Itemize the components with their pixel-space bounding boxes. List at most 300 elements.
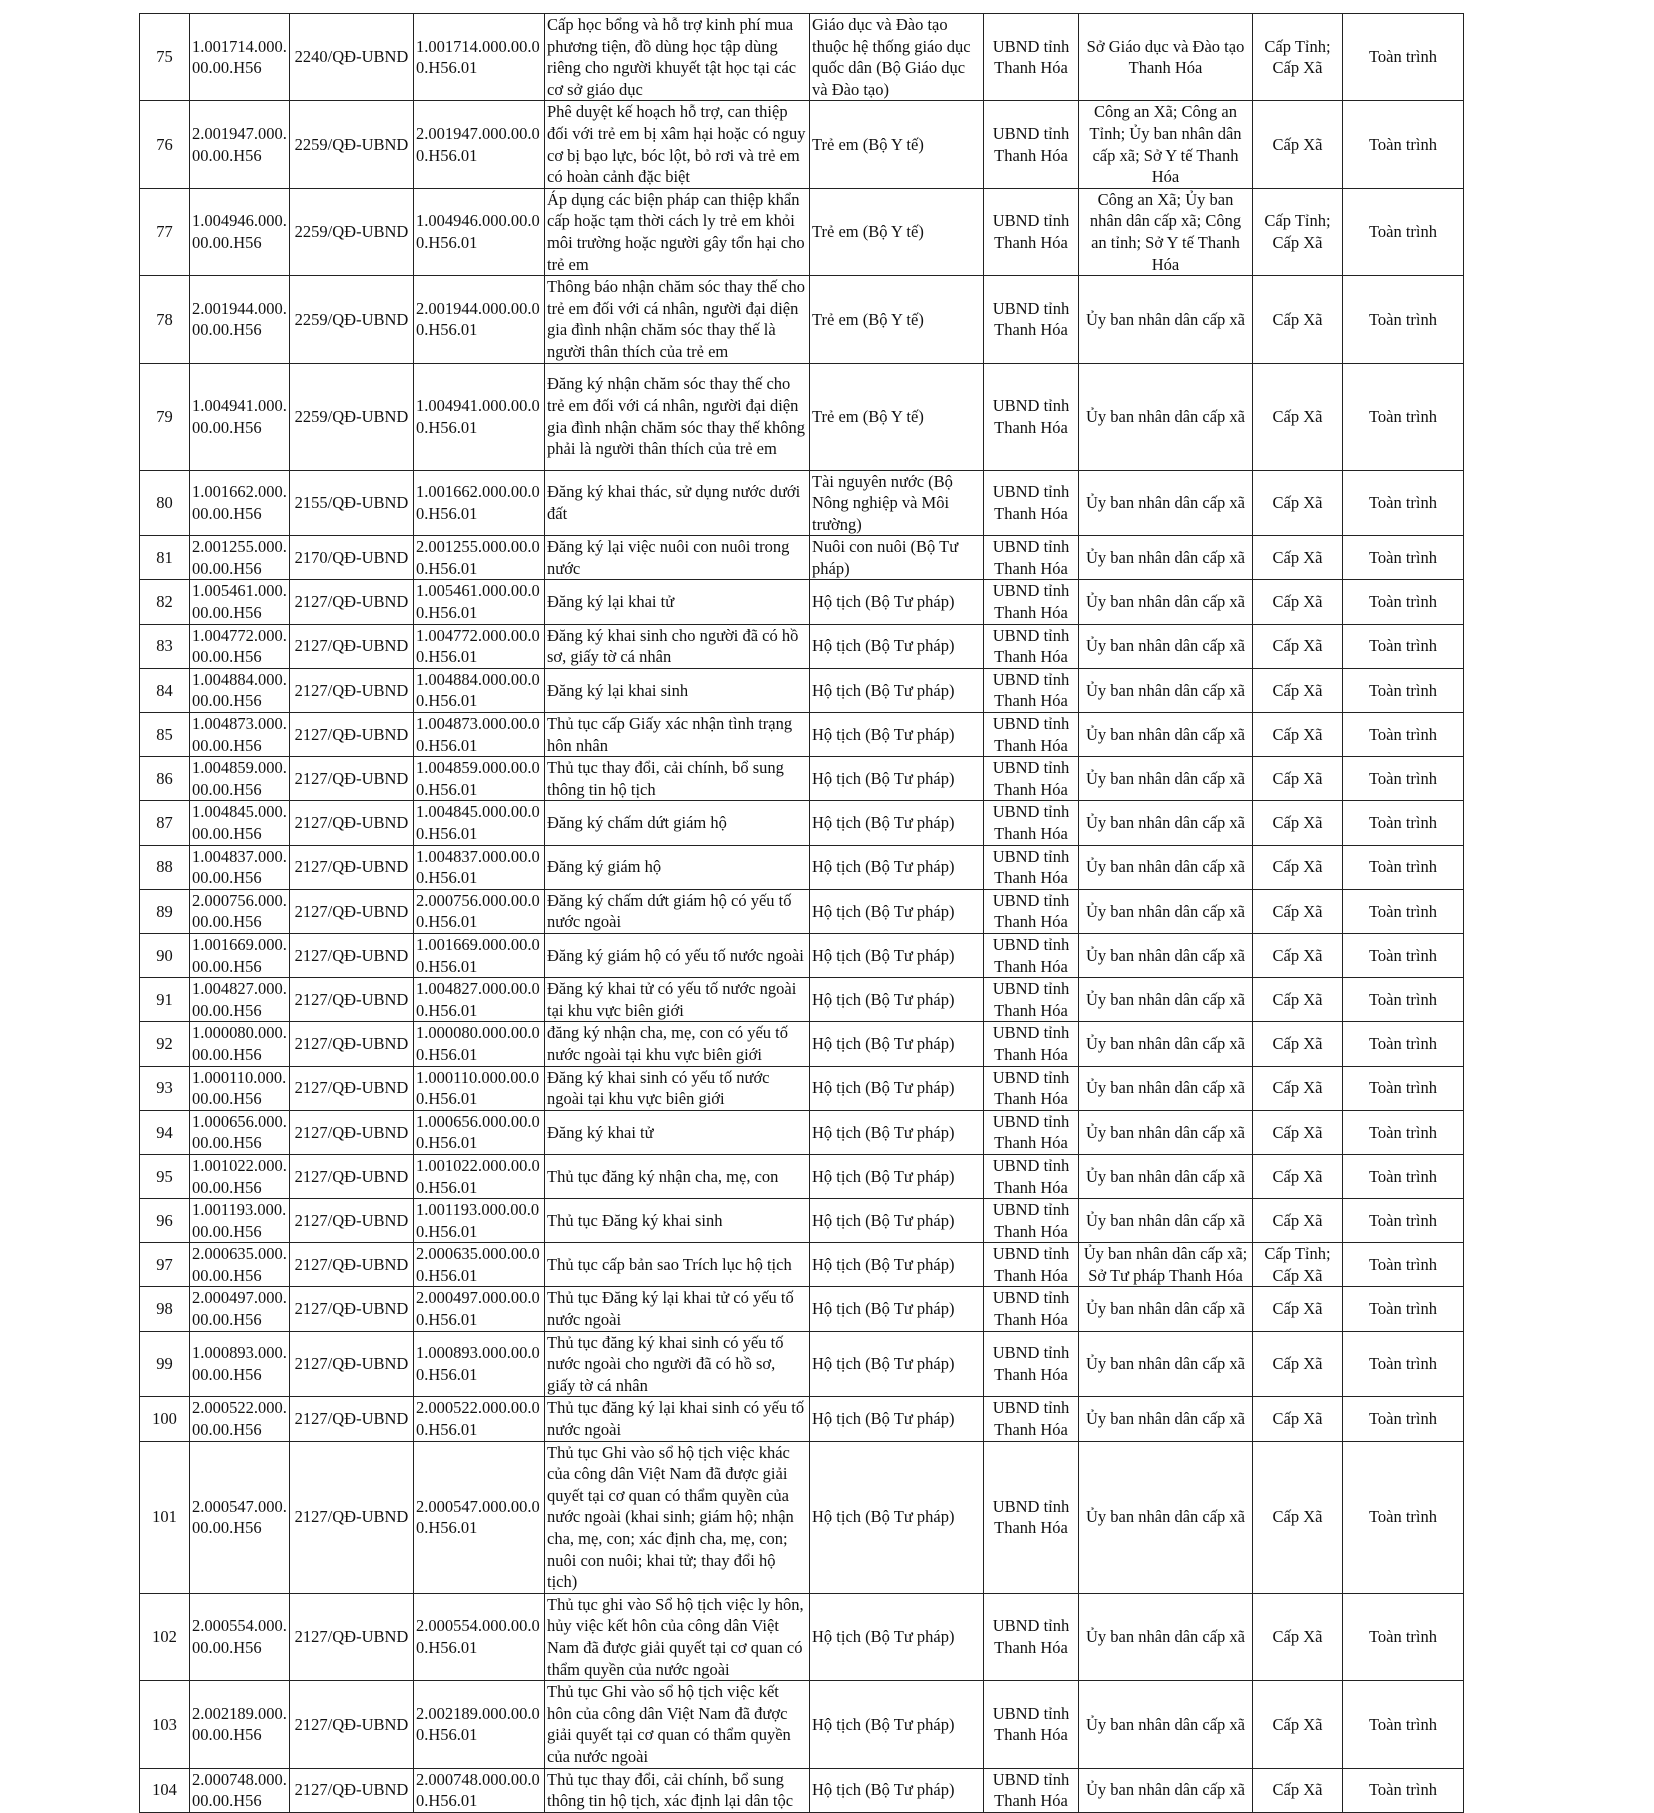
cell-procedure-code: 1.001714.000.00.00.H56 [190,14,290,101]
cell-stt: 86 [140,757,190,801]
table-row [140,536,1464,580]
cell-level: Cấp Xã [1253,363,1343,470]
cell-implementing-agency: Ủy ban nhân dân cấp xã [1079,1154,1253,1198]
cell-decision-number: 2127/QĐ-UBND [290,1110,414,1154]
cell-stt: 103 [140,1681,190,1768]
cell-field: Hộ tịch (Bộ Tư pháp) [810,1397,984,1441]
cell-service-scope: Toàn trình [1343,188,1464,275]
cell-decision-number: 2240/QĐ-UBND [290,14,414,101]
cell-stt: 75 [140,14,190,101]
cell-field: Hộ tịch (Bộ Tư pháp) [810,1331,984,1397]
cell-level: Cấp Xã [1253,933,1343,977]
cell-decision-number: 2127/QĐ-UBND [290,1199,414,1243]
cell-service-scope: Toàn trình [1343,1110,1464,1154]
cell-level: Cấp Xã [1253,101,1343,188]
cell-implementing-agency: Ủy ban nhân dân cấp xã [1079,889,1253,933]
cell-field: Hộ tịch (Bộ Tư pháp) [810,1066,984,1110]
cell-decision-number: 2127/QĐ-UBND [290,1397,414,1441]
cell-decision-number: 2127/QĐ-UBND [290,1066,414,1110]
cell-procedure-name: Đăng ký khai tử [545,1110,810,1154]
cell-field: Hộ tịch (Bộ Tư pháp) [810,801,984,845]
cell-field: Hộ tịch (Bộ Tư pháp) [810,1593,984,1680]
cell-level: Cấp Xã [1253,1110,1343,1154]
cell-stt: 98 [140,1287,190,1331]
cell-authority: UBND tỉnh Thanh Hóa [984,276,1079,363]
cell-authority: UBND tỉnh Thanh Hóa [984,1110,1079,1154]
table-row [140,978,1464,1022]
cell-decision-number: 2127/QĐ-UBND [290,978,414,1022]
table-row [140,1199,1464,1243]
cell-procedure-name: Đăng ký khai thác, sử dụng nước dưới đất [545,470,810,536]
cell-procedure-name: Phê duyệt kế hoạch hỗ trợ, can thiệp đối với trẻ em bị xâm hại hoặc có nguy cơ bị bạo lực, bóc lột, bỏ rơi và trẻ em có hoàn cảnh đặc biệt [545,101,810,188]
cell-implementing-agency: Ủy ban nhân dân cấp xã [1079,1110,1253,1154]
cell-procedure-name: Đăng ký lại khai tử [545,580,810,624]
cell-service-scope: Toàn trình [1343,1593,1464,1680]
cell-procedure-code: 2.001944.000.00.00.H56 [190,276,290,363]
cell-implementing-agency: Ủy ban nhân dân cấp xã [1079,1022,1253,1066]
table-row [140,14,1464,101]
cell-procedure-code: 2.000522.000.00.00.H56 [190,1397,290,1441]
cell-stt: 80 [140,470,190,536]
cell-authority: UBND tỉnh Thanh Hóa [984,1022,1079,1066]
cell-level: Cấp Xã [1253,1199,1343,1243]
cell-procedure-name: Thủ tục Ghi vào sổ hộ tịch việc kết hôn của công dân Việt Nam đã được giải quyết tại cơ quan có thẩm quyền của nước ngoài [545,1681,810,1768]
cell-implementing-agency: Ủy ban nhân dân cấp xã [1079,933,1253,977]
cell-implementing-agency: Sở Giáo dục và Đào tạo Thanh Hóa [1079,14,1253,101]
cell-service-scope: Toàn trình [1343,1287,1464,1331]
cell-stt: 85 [140,713,190,757]
cell-procedure-name: Đăng ký lại việc nuôi con nuôi trong nước [545,536,810,580]
table-row [140,1331,1464,1397]
cell-stt: 90 [140,933,190,977]
cell-authority: UBND tỉnh Thanh Hóa [984,188,1079,275]
cell-level: Cấp Xã [1253,668,1343,712]
cell-service-scope: Toàn trình [1343,470,1464,536]
cell-decision-number: 2259/QĐ-UBND [290,101,414,188]
cell-sub-code: 1.001662.000.00.00.H56.01 [414,470,545,536]
table-row [140,470,1464,536]
cell-procedure-name: Thủ tục đăng ký khai sinh có yếu tố nước ngoài cho người đã có hồ sơ, giấy tờ cá nhân [545,1331,810,1397]
cell-stt: 102 [140,1593,190,1680]
cell-procedure-code: 1.004941.000.00.00.H56 [190,363,290,470]
cell-level: Cấp Xã [1253,276,1343,363]
cell-field: Trẻ em (Bộ Y tế) [810,363,984,470]
cell-sub-code: 2.000756.000.00.00.H56.01 [414,889,545,933]
cell-authority: UBND tỉnh Thanh Hóa [984,801,1079,845]
cell-level: Cấp Xã [1253,470,1343,536]
cell-sub-code: 2.000497.000.00.00.H56.01 [414,1287,545,1331]
cell-sub-code: 1.001669.000.00.00.H56.01 [414,933,545,977]
cell-procedure-code: 1.004859.000.00.00.H56 [190,757,290,801]
cell-service-scope: Toàn trình [1343,536,1464,580]
cell-implementing-agency: Ủy ban nhân dân cấp xã [1079,470,1253,536]
cell-sub-code: 1.000656.000.00.00.H56.01 [414,1110,545,1154]
cell-implementing-agency: Ủy ban nhân dân cấp xã; Sở Tư pháp Thanh Hóa [1079,1243,1253,1287]
cell-procedure-code: 1.000110.000.00.00.H56 [190,1066,290,1110]
table-row [140,801,1464,845]
table-row [140,713,1464,757]
cell-authority: UBND tỉnh Thanh Hóa [984,1768,1079,1812]
cell-implementing-agency: Ủy ban nhân dân cấp xã [1079,1593,1253,1680]
cell-authority: UBND tỉnh Thanh Hóa [984,757,1079,801]
cell-level: Cấp Xã [1253,845,1343,889]
cell-authority: UBND tỉnh Thanh Hóa [984,978,1079,1022]
cell-implementing-agency: Ủy ban nhân dân cấp xã [1079,668,1253,712]
cell-decision-number: 2259/QĐ-UBND [290,188,414,275]
cell-service-scope: Toàn trình [1343,1243,1464,1287]
cell-sub-code: 2.000554.000.00.00.H56.01 [414,1593,545,1680]
cell-sub-code: 1.004884.000.00.00.H56.01 [414,668,545,712]
table-row [140,624,1464,668]
cell-level: Cấp Xã [1253,580,1343,624]
cell-field: Hộ tịch (Bộ Tư pháp) [810,624,984,668]
cell-procedure-name: Thủ tục đăng ký lại khai sinh có yếu tố nước ngoài [545,1397,810,1441]
cell-procedure-code: 1.001193.000.00.00.H56 [190,1199,290,1243]
cell-procedure-code: 1.004837.000.00.00.H56 [190,845,290,889]
cell-sub-code: 2.000748.000.00.00.H56.01 [414,1768,545,1812]
cell-procedure-code: 2.001947.000.00.00.H56 [190,101,290,188]
cell-decision-number: 2127/QĐ-UBND [290,1154,414,1198]
cell-implementing-agency: Ủy ban nhân dân cấp xã [1079,536,1253,580]
table-row [140,101,1464,188]
cell-stt: 78 [140,276,190,363]
cell-implementing-agency: Công an Xã; Công an Tỉnh; Ủy ban nhân dân cấp xã; Sở Y tế Thanh Hóa [1079,101,1253,188]
cell-procedure-name: Thủ tục đăng ký nhận cha, mẹ, con [545,1154,810,1198]
cell-implementing-agency: Ủy ban nhân dân cấp xã [1079,978,1253,1022]
cell-sub-code: 2.001255.000.00.00.H56.01 [414,536,545,580]
cell-procedure-code: 2.002189.000.00.00.H56 [190,1681,290,1768]
cell-field: Hộ tịch (Bộ Tư pháp) [810,668,984,712]
cell-authority: UBND tỉnh Thanh Hóa [984,1331,1079,1397]
cell-implementing-agency: Ủy ban nhân dân cấp xã [1079,363,1253,470]
cell-procedure-code: 1.005461.000.00.00.H56 [190,580,290,624]
table-row [140,363,1464,470]
cell-field: Hộ tịch (Bộ Tư pháp) [810,580,984,624]
table-row [140,1243,1464,1287]
cell-stt: 79 [140,363,190,470]
cell-service-scope: Toàn trình [1343,845,1464,889]
cell-level: Cấp Xã [1253,1397,1343,1441]
cell-procedure-code: 1.000656.000.00.00.H56 [190,1110,290,1154]
cell-service-scope: Toàn trình [1343,14,1464,101]
cell-service-scope: Toàn trình [1343,978,1464,1022]
cell-stt: 87 [140,801,190,845]
cell-field: Hộ tịch (Bộ Tư pháp) [810,1110,984,1154]
cell-authority: UBND tỉnh Thanh Hóa [984,668,1079,712]
cell-field: Hộ tịch (Bộ Tư pháp) [810,1154,984,1198]
procedure-table-sheet [139,13,1464,1813]
cell-authority: UBND tỉnh Thanh Hóa [984,1154,1079,1198]
cell-field: Hộ tịch (Bộ Tư pháp) [810,1022,984,1066]
cell-decision-number: 2127/QĐ-UBND [290,1593,414,1680]
cell-implementing-agency: Ủy ban nhân dân cấp xã [1079,845,1253,889]
cell-stt: 77 [140,188,190,275]
cell-level: Cấp Xã [1253,1593,1343,1680]
cell-sub-code: 1.005461.000.00.00.H56.01 [414,580,545,624]
cell-decision-number: 2127/QĐ-UBND [290,580,414,624]
table-row [140,580,1464,624]
cell-field: Trẻ em (Bộ Y tế) [810,188,984,275]
cell-decision-number: 2127/QĐ-UBND [290,1243,414,1287]
table-row [140,668,1464,712]
cell-authority: UBND tỉnh Thanh Hóa [984,889,1079,933]
table-row [140,889,1464,933]
cell-service-scope: Toàn trình [1343,757,1464,801]
cell-sub-code: 1.004941.000.00.00.H56.01 [414,363,545,470]
cell-sub-code: 1.000080.000.00.00.H56.01 [414,1022,545,1066]
cell-stt: 95 [140,1154,190,1198]
cell-level: Cấp Xã [1253,1066,1343,1110]
cell-level: Cấp Xã [1253,624,1343,668]
cell-decision-number: 2127/QĐ-UBND [290,933,414,977]
cell-procedure-name: Đăng ký giám hộ có yếu tố nước ngoài [545,933,810,977]
cell-level: Cấp Tỉnh; Cấp Xã [1253,1243,1343,1287]
cell-authority: UBND tỉnh Thanh Hóa [984,536,1079,580]
cell-stt: 76 [140,101,190,188]
cell-field: Hộ tịch (Bộ Tư pháp) [810,1768,984,1812]
cell-field: Trẻ em (Bộ Y tế) [810,276,984,363]
table-row [140,1287,1464,1331]
cell-sub-code: 1.004837.000.00.00.H56.01 [414,845,545,889]
cell-stt: 82 [140,580,190,624]
cell-level: Cấp Xã [1253,1154,1343,1198]
cell-implementing-agency: Ủy ban nhân dân cấp xã [1079,1768,1253,1812]
cell-sub-code: 2.001944.000.00.00.H56.01 [414,276,545,363]
cell-field: Hộ tịch (Bộ Tư pháp) [810,1287,984,1331]
table-row [140,933,1464,977]
cell-implementing-agency: Ủy ban nhân dân cấp xã [1079,624,1253,668]
cell-procedure-code: 1.004946.000.00.00.H56 [190,188,290,275]
cell-authority: UBND tỉnh Thanh Hóa [984,1243,1079,1287]
cell-decision-number: 2127/QĐ-UBND [290,1768,414,1812]
table-row [140,1768,1464,1812]
cell-procedure-name: Thủ tục cấp Giấy xác nhận tình trạng hôn nhân [545,713,810,757]
cell-field: Hộ tịch (Bộ Tư pháp) [810,1441,984,1593]
cell-level: Cấp Xã [1253,889,1343,933]
cell-decision-number: 2127/QĐ-UBND [290,1681,414,1768]
cell-service-scope: Toàn trình [1343,1199,1464,1243]
cell-field: Hộ tịch (Bộ Tư pháp) [810,845,984,889]
cell-authority: UBND tỉnh Thanh Hóa [984,1593,1079,1680]
cell-procedure-code: 1.004827.000.00.00.H56 [190,978,290,1022]
cell-procedure-code: 1.004772.000.00.00.H56 [190,624,290,668]
cell-sub-code: 1.001022.000.00.00.H56.01 [414,1154,545,1198]
cell-implementing-agency: Ủy ban nhân dân cấp xã [1079,1681,1253,1768]
cell-authority: UBND tỉnh Thanh Hóa [984,1681,1079,1768]
cell-procedure-name: Đăng ký chấm dứt giám hộ [545,801,810,845]
cell-implementing-agency: Ủy ban nhân dân cấp xã [1079,1441,1253,1593]
cell-service-scope: Toàn trình [1343,713,1464,757]
cell-service-scope: Toàn trình [1343,1441,1464,1593]
cell-stt: 100 [140,1397,190,1441]
table-row [140,188,1464,275]
cell-service-scope: Toàn trình [1343,1022,1464,1066]
cell-procedure-code: 1.001022.000.00.00.H56 [190,1154,290,1198]
cell-procedure-name: Đăng ký khai tử có yếu tố nước ngoài tại khu vực biên giới [545,978,810,1022]
cell-authority: UBND tỉnh Thanh Hóa [984,580,1079,624]
cell-service-scope: Toàn trình [1343,1397,1464,1441]
cell-procedure-code: 1.000893.000.00.00.H56 [190,1331,290,1397]
cell-stt: 96 [140,1199,190,1243]
cell-procedure-name: Thủ tục cấp bản sao Trích lục hộ tịch [545,1243,810,1287]
cell-authority: UBND tỉnh Thanh Hóa [984,1066,1079,1110]
cell-authority: UBND tỉnh Thanh Hóa [984,101,1079,188]
cell-authority: UBND tỉnh Thanh Hóa [984,1287,1079,1331]
cell-decision-number: 2127/QĐ-UBND [290,624,414,668]
cell-stt: 88 [140,845,190,889]
cell-authority: UBND tỉnh Thanh Hóa [984,933,1079,977]
cell-procedure-name: đăng ký nhận cha, mẹ, con có yếu tố nước ngoài tại khu vực biên giới [545,1022,810,1066]
cell-implementing-agency: Ủy ban nhân dân cấp xã [1079,580,1253,624]
cell-decision-number: 2155/QĐ-UBND [290,470,414,536]
cell-decision-number: 2170/QĐ-UBND [290,536,414,580]
cell-procedure-code: 2.001255.000.00.00.H56 [190,536,290,580]
cell-decision-number: 2127/QĐ-UBND [290,1022,414,1066]
cell-decision-number: 2259/QĐ-UBND [290,276,414,363]
cell-authority: UBND tỉnh Thanh Hóa [984,14,1079,101]
cell-procedure-code: 2.000554.000.00.00.H56 [190,1593,290,1680]
cell-procedure-code: 2.000547.000.00.00.H56 [190,1441,290,1593]
cell-procedure-code: 2.000756.000.00.00.H56 [190,889,290,933]
cell-field: Nuôi con nuôi (Bộ Tư pháp) [810,536,984,580]
cell-stt: 97 [140,1243,190,1287]
cell-implementing-agency: Ủy ban nhân dân cấp xã [1079,801,1253,845]
table-row [140,757,1464,801]
cell-field: Hộ tịch (Bộ Tư pháp) [810,1243,984,1287]
table-row [140,1066,1464,1110]
cell-level: Cấp Xã [1253,1441,1343,1593]
cell-decision-number: 2127/QĐ-UBND [290,1441,414,1593]
cell-sub-code: 1.004859.000.00.00.H56.01 [414,757,545,801]
cell-procedure-name: Thủ tục Đăng ký lại khai tử có yếu tố nước ngoài [545,1287,810,1331]
table-row [140,1593,1464,1680]
cell-service-scope: Toàn trình [1343,1154,1464,1198]
cell-field: Hộ tịch (Bộ Tư pháp) [810,713,984,757]
table-row [140,1110,1464,1154]
cell-implementing-agency: Ủy ban nhân dân cấp xã [1079,1397,1253,1441]
cell-decision-number: 2127/QĐ-UBND [290,889,414,933]
cell-field: Trẻ em (Bộ Y tế) [810,101,984,188]
cell-service-scope: Toàn trình [1343,1681,1464,1768]
cell-procedure-name: Đăng ký lại khai sinh [545,668,810,712]
cell-procedure-code: 1.000080.000.00.00.H56 [190,1022,290,1066]
cell-level: Cấp Xã [1253,757,1343,801]
cell-procedure-name: Đăng ký chấm dứt giám hộ có yếu tố nước ngoài [545,889,810,933]
cell-decision-number: 2259/QĐ-UBND [290,363,414,470]
cell-level: Cấp Xã [1253,801,1343,845]
cell-service-scope: Toàn trình [1343,101,1464,188]
cell-sub-code: 2.002189.000.00.00.H56.01 [414,1681,545,1768]
cell-procedure-code: 2.000635.000.00.00.H56 [190,1243,290,1287]
cell-authority: UBND tỉnh Thanh Hóa [984,845,1079,889]
cell-stt: 81 [140,536,190,580]
cell-service-scope: Toàn trình [1343,580,1464,624]
cell-level: Cấp Xã [1253,1022,1343,1066]
table-row [140,1397,1464,1441]
cell-procedure-name: Thủ tục Ghi vào sổ hộ tịch việc khác của công dân Việt Nam đã được giải quyết tại cơ quan có thẩm quyền của nước ngoài (khai sinh; giám hộ; nhận cha, mẹ, con; xác định cha, mẹ, con; nuôi con nuôi; khai tử; thay đổi hộ tịch) [545,1441,810,1593]
cell-stt: 92 [140,1022,190,1066]
cell-implementing-agency: Ủy ban nhân dân cấp xã [1079,1066,1253,1110]
cell-authority: UBND tỉnh Thanh Hóa [984,624,1079,668]
cell-stt: 94 [140,1110,190,1154]
cell-level: Cấp Xã [1253,1768,1343,1812]
cell-procedure-code: 1.001669.000.00.00.H56 [190,933,290,977]
cell-sub-code: 1.001193.000.00.00.H56.01 [414,1199,545,1243]
cell-procedure-name: Đăng ký khai sinh cho người đã có hồ sơ, giấy tờ cá nhân [545,624,810,668]
cell-stt: 84 [140,668,190,712]
cell-service-scope: Toàn trình [1343,1768,1464,1812]
table-row [140,1154,1464,1198]
cell-sub-code: 1.001714.000.00.00.H56.01 [414,14,545,101]
cell-sub-code: 1.004827.000.00.00.H56.01 [414,978,545,1022]
cell-sub-code: 1.000110.000.00.00.H56.01 [414,1066,545,1110]
cell-field: Hộ tịch (Bộ Tư pháp) [810,933,984,977]
cell-sub-code: 1.004845.000.00.00.H56.01 [414,801,545,845]
cell-service-scope: Toàn trình [1343,668,1464,712]
cell-procedure-name: Thủ tục thay đổi, cải chính, bổ sung thông tin hộ tịch, xác định lại dân tộc [545,1768,810,1812]
cell-decision-number: 2127/QĐ-UBND [290,713,414,757]
cell-sub-code: 2.000635.000.00.00.H56.01 [414,1243,545,1287]
cell-procedure-code: 1.004873.000.00.00.H56 [190,713,290,757]
cell-service-scope: Toàn trình [1343,1066,1464,1110]
cell-service-scope: Toàn trình [1343,363,1464,470]
cell-authority: UBND tỉnh Thanh Hóa [984,470,1079,536]
cell-procedure-name: Thủ tục Đăng ký khai sinh [545,1199,810,1243]
cell-procedure-name: Đăng ký khai sinh có yếu tố nước ngoài tại khu vực biên giới [545,1066,810,1110]
cell-authority: UBND tỉnh Thanh Hóa [984,1397,1079,1441]
cell-procedure-name: Thủ tục thay đổi, cải chính, bổ sung thông tin hộ tịch [545,757,810,801]
cell-service-scope: Toàn trình [1343,624,1464,668]
cell-authority: UBND tỉnh Thanh Hóa [984,1441,1079,1593]
cell-decision-number: 2127/QĐ-UBND [290,668,414,712]
cell-decision-number: 2127/QĐ-UBND [290,801,414,845]
cell-procedure-code: 2.000748.000.00.00.H56 [190,1768,290,1812]
cell-procedure-name: Cấp học bổng và hỗ trợ kinh phí mua phương tiện, đồ dùng học tập dùng riêng cho người khuyết tật học tại các cơ sở giáo dục [545,14,810,101]
cell-authority: UBND tỉnh Thanh Hóa [984,1199,1079,1243]
cell-sub-code: 1.004873.000.00.00.H56.01 [414,713,545,757]
cell-stt: 99 [140,1331,190,1397]
cell-field: Hộ tịch (Bộ Tư pháp) [810,757,984,801]
procedure-table [139,13,1464,1813]
cell-procedure-name: Đăng ký giám hộ [545,845,810,889]
cell-implementing-agency: Ủy ban nhân dân cấp xã [1079,1331,1253,1397]
cell-procedure-code: 1.004845.000.00.00.H56 [190,801,290,845]
cell-implementing-agency: Ủy ban nhân dân cấp xã [1079,713,1253,757]
cell-service-scope: Toàn trình [1343,801,1464,845]
cell-implementing-agency: Ủy ban nhân dân cấp xã [1079,1287,1253,1331]
cell-level: Cấp Xã [1253,536,1343,580]
cell-procedure-name: Thông báo nhận chăm sóc thay thế cho trẻ em đối với cá nhân, người đại diện gia đình nhận chăm sóc thay thế là người thân thích của trẻ em [545,276,810,363]
cell-procedure-code: 1.004884.000.00.00.H56 [190,668,290,712]
cell-level: Cấp Tỉnh; Cấp Xã [1253,14,1343,101]
cell-stt: 104 [140,1768,190,1812]
cell-sub-code: 2.000547.000.00.00.H56.01 [414,1441,545,1593]
cell-field: Giáo dục và Đào tạo thuộc hệ thống giáo dục quốc dân (Bộ Giáo dục và Đào tạo) [810,14,984,101]
cell-stt: 93 [140,1066,190,1110]
cell-procedure-name: Đăng ký nhận chăm sóc thay thế cho trẻ em đối với cá nhân, người đại diện gia đình nhận chăm sóc thay thế không phải là người thân thích của trẻ em [545,363,810,470]
cell-decision-number: 2127/QĐ-UBND [290,757,414,801]
cell-level: Cấp Xã [1253,1681,1343,1768]
cell-field: Hộ tịch (Bộ Tư pháp) [810,1199,984,1243]
cell-level: Cấp Xã [1253,978,1343,1022]
cell-decision-number: 2127/QĐ-UBND [290,1331,414,1397]
table-row [140,1441,1464,1593]
table-body [140,14,1464,1813]
cell-decision-number: 2127/QĐ-UBND [290,845,414,889]
cell-procedure-code: 2.000497.000.00.00.H56 [190,1287,290,1331]
table-row [140,1681,1464,1768]
cell-level: Cấp Tỉnh; Cấp Xã [1253,188,1343,275]
